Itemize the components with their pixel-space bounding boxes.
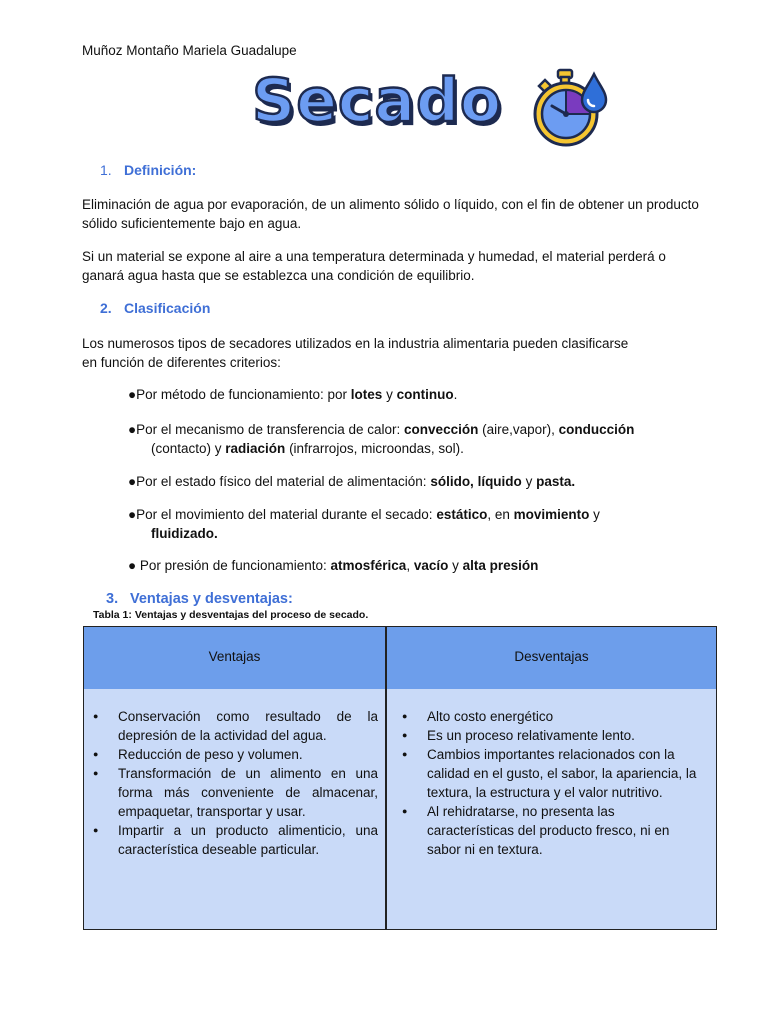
list-item: ● Al rehidratarse, no presenta las características del producto fresco, ni en sabor ni en textura. <box>395 802 705 859</box>
ventajas-desventajas-table <box>83 626 717 930</box>
criterio-bullet-2: ●Por el mecanismo de transferencia de calor: convección (aire,vapor), conducción (contacto) y radiación (infrarrojos, microondas, sol). <box>128 422 635 456</box>
stopwatch-water-drop-icon <box>530 66 620 152</box>
clasificacion-intro <box>82 334 706 372</box>
intro-line-2: en función de diferentes criterios: <box>82 355 281 370</box>
criterio-bullet-3: ●Por el estado físico del material de alimentación: sólido, líquido y pasta. <box>128 474 576 489</box>
list-item: ● Cambios importantes relacionados con la calidad en el gusto, el sabor, la apariencia, la textura, la estructura y el valor nutritivo. <box>395 745 705 802</box>
section-number: 1. <box>100 162 112 178</box>
header-desventajas: Desventajas <box>514 649 589 664</box>
title-banner <box>250 66 620 152</box>
section-title: Ventajas y desventajas: <box>130 591 293 607</box>
section-heading-definicion <box>100 162 196 178</box>
list-item: ● Transformación de un alimento en una forma más conveniente de almacenar, empaquetar, transportar y usar. <box>86 764 378 821</box>
desventajas-cell <box>395 707 705 859</box>
ventajas-cell <box>86 707 378 859</box>
header-ventajas: Ventajas <box>208 649 261 664</box>
section-title: Definición: <box>124 162 197 178</box>
page-title: Secado <box>252 66 503 136</box>
table-caption: Tabla 1: Ventajas y desventajas del proceso de secado. <box>93 609 369 621</box>
section-heading-clasificacion <box>100 300 210 316</box>
criterio-bullet-5: ● Por presión de funcionamiento: atmosférica, vacío y alta presión <box>128 558 539 573</box>
list-item: ● Reducción de peso y volumen. <box>86 745 378 764</box>
section-number: 2. <box>100 300 112 316</box>
list-item: ● Alto costo energético <box>395 707 705 726</box>
list-item: ● Impartir a un producto alimenticio, una característica deseable particular. <box>86 821 378 859</box>
intro-line-1: Los numerosos tipos de secadores utilizados en la industria alimentaria pueden clasificarse <box>82 336 629 351</box>
author-name: Muñoz Montaño Mariela Guadalupe <box>82 43 297 58</box>
list-item: ● Es un proceso relativamente lento. <box>395 726 705 745</box>
section-number: 3. <box>106 591 119 607</box>
definicion-paragraph-1: Eliminación de agua por evaporación, de un alimento sólido o líquido, con el fin de obtener un producto sólido suficientemente bajo en agua. <box>82 197 699 231</box>
section-title: Clasificación <box>124 300 211 316</box>
criterio-bullet-1: ●Por método de funcionamiento: por lotes y continuo. <box>128 387 458 402</box>
definicion-paragraph-2: Si un material se expone al aire a una temperatura determinada y humedad, el material perderá o ganará agua hasta que se establezca una condición de equilibrio. <box>82 249 666 283</box>
section-heading-ventajas <box>106 591 293 607</box>
criterio-bullet-4: ●Por el movimiento del material durante el secado: estático, en movimiento y fluidizado. <box>128 507 600 541</box>
list-item: ● Conservación como resultado de la depresión de la actividad del agua. <box>86 707 378 745</box>
